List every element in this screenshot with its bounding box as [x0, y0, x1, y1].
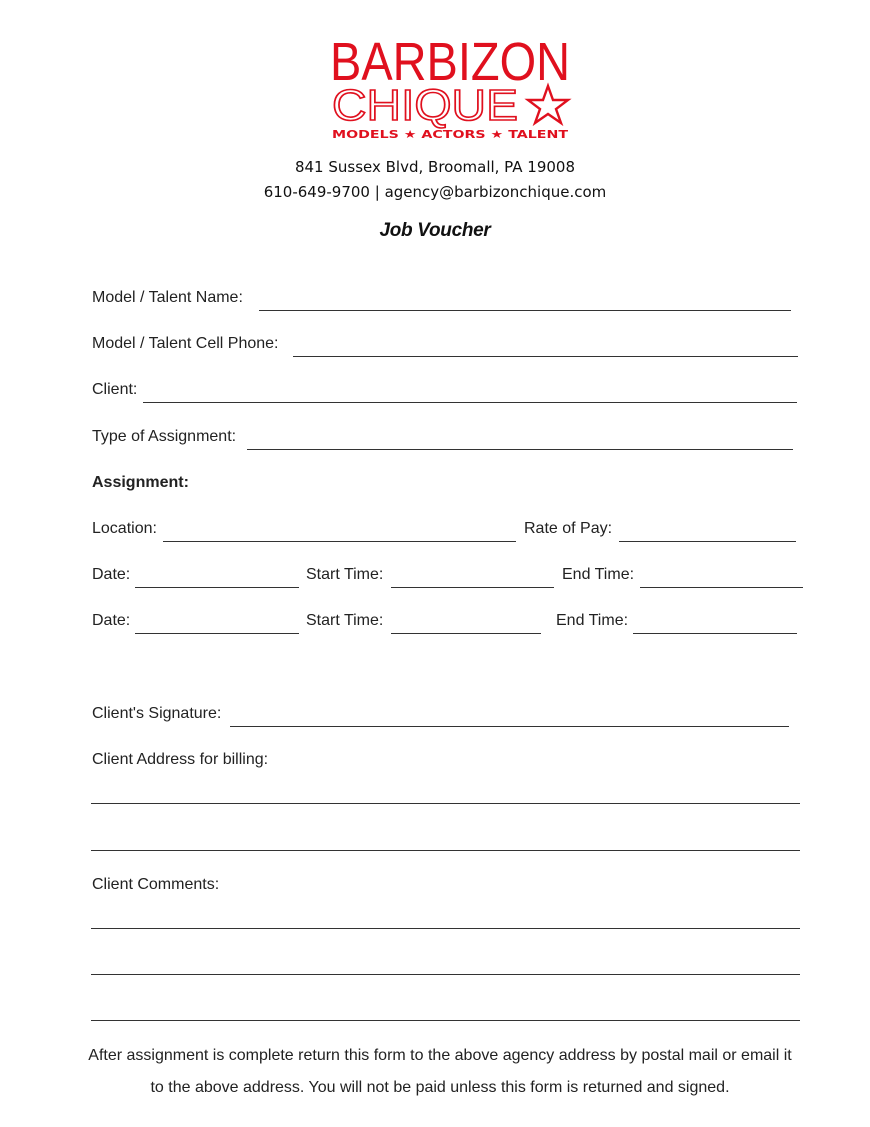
- client-address-line-1[interactable]: [91, 803, 800, 804]
- logo-graphic: [326, 34, 576, 144]
- end-time-label-1: End Time:: [562, 566, 635, 583]
- model-phone-label: Model / Talent Cell Phone:: [92, 335, 279, 352]
- form-title: Job Voucher: [379, 220, 491, 241]
- client-label: Client:: [92, 381, 138, 398]
- agency-address: 841 Sussex Blvd, Broomall, PA 19008: [294, 158, 576, 176]
- client-comments-line-3[interactable]: [91, 1020, 800, 1021]
- logo-tagline: MODELS ★ ACTORS ★ TALENT: [332, 128, 569, 141]
- return-instructions: After assignment is complete return this form to the above agency address by postal mail or email it to the above address. You will not be paid unless this form is returned and signed.: [88, 1047, 792, 1096]
- barbizon-chique-logo: [326, 34, 576, 144]
- model-phone-field[interactable]: [293, 356, 798, 357]
- end-time-field-1[interactable]: [640, 587, 803, 588]
- client-signature-label: Client's Signature:: [92, 705, 222, 722]
- start-time-label-1: Start Time:: [306, 566, 384, 583]
- assignment-type-field[interactable]: [247, 449, 793, 450]
- date-label-1: Date:: [92, 566, 131, 583]
- model-name-label: Model / Talent Name:: [92, 289, 243, 306]
- end-time-field-2[interactable]: [633, 633, 797, 634]
- client-comments-line-2[interactable]: [91, 974, 800, 975]
- model-name-field[interactable]: [259, 310, 791, 311]
- client-address-line-2[interactable]: [91, 850, 800, 851]
- assignment-type-label: Type of Assignment:: [92, 428, 237, 445]
- date-field-2[interactable]: [135, 633, 299, 634]
- rate-of-pay-label: Rate of Pay:: [524, 520, 613, 537]
- client-address-label: Client Address for billing:: [92, 751, 269, 768]
- start-time-label-2: Start Time:: [306, 612, 384, 629]
- date-field-1[interactable]: [135, 587, 299, 588]
- client-signature-field[interactable]: [230, 726, 789, 727]
- location-field[interactable]: [163, 541, 516, 542]
- client-comments-label: Client Comments:: [92, 876, 220, 893]
- start-time-field-2[interactable]: [391, 633, 541, 634]
- client-comments-line-1[interactable]: [91, 928, 800, 929]
- logo-wordmark-top: BARBIZON: [330, 32, 570, 92]
- client-field[interactable]: [143, 402, 797, 403]
- date-label-2: Date:: [92, 612, 131, 629]
- location-label: Location:: [92, 520, 157, 537]
- end-time-label-2: End Time:: [556, 612, 629, 629]
- start-time-field-1[interactable]: [391, 587, 554, 588]
- logo-wordmark-bottom: CHIQUE: [332, 81, 518, 130]
- agency-phone-email: 610-649-9700 | agency@barbizonchique.com: [263, 183, 607, 201]
- assignment-heading: Assignment:: [92, 474, 189, 491]
- rate-of-pay-field[interactable]: [619, 541, 796, 542]
